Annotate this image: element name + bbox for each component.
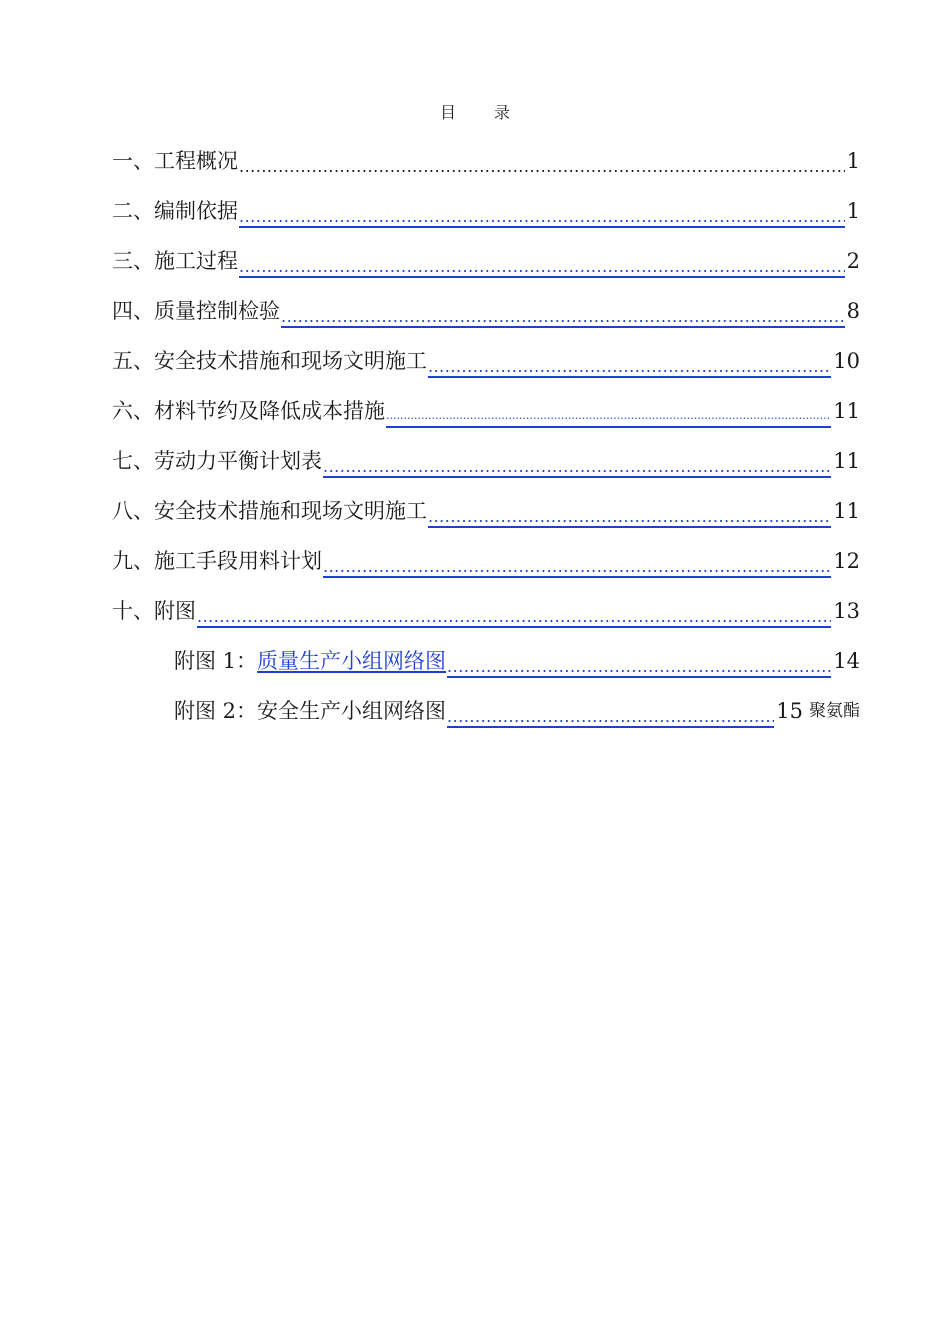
toc-entry-8[interactable] xyxy=(112,481,860,531)
toc-entry-page: 11 xyxy=(833,399,860,423)
toc-entry-page: 1 xyxy=(846,199,860,223)
toc-entry-label: 七、劳动力平衡计划表 xyxy=(112,449,322,473)
toc-leader-link[interactable] xyxy=(323,441,831,481)
toc-entry-5[interactable] xyxy=(112,331,860,381)
toc-entry-label-prefix: 附图 1： xyxy=(174,649,258,673)
toc-entry-label: 六、材料节约及降低成本措施 xyxy=(112,399,385,423)
toc-entry-label: 一、工程概况 xyxy=(112,149,238,173)
toc-title xyxy=(0,100,950,123)
toc-entry-hyperlink[interactable]: 质量生产小组网络图 xyxy=(257,649,447,673)
toc-entry-page: 10 xyxy=(833,349,860,373)
toc-entry-trailing-text: 聚氨酯 xyxy=(809,701,860,721)
toc-entry-6[interactable] xyxy=(112,381,860,431)
toc-leader-dots xyxy=(239,141,845,181)
toc-entry-page: 15 xyxy=(776,699,803,723)
toc-entry-label: 五、安全技术措施和现场文明施工 xyxy=(112,349,427,373)
toc-entry-label: 附图 2：安全生产小组网络图 xyxy=(174,699,447,723)
toc-leader-link[interactable] xyxy=(447,641,831,681)
toc-entry-3[interactable] xyxy=(112,231,860,281)
toc-leader-link[interactable] xyxy=(281,291,845,331)
toc-entry-appendix-1[interactable] xyxy=(112,631,860,681)
toc-entry-10[interactable] xyxy=(112,581,860,631)
toc-leader-link[interactable] xyxy=(386,391,831,431)
toc-leader-link[interactable] xyxy=(197,591,831,631)
toc-entry-label: 八、安全技术措施和现场文明施工 xyxy=(112,499,427,523)
toc-entry-label: 三、施工过程 xyxy=(112,249,238,273)
toc-title-right: 录 xyxy=(494,103,511,122)
toc-entry-4[interactable] xyxy=(112,281,860,331)
toc-entry-page: 2 xyxy=(846,249,860,273)
toc-leader-link[interactable] xyxy=(428,491,831,531)
toc-entry-1[interactable] xyxy=(112,131,860,181)
toc-entry-page: 11 xyxy=(833,449,860,473)
toc-entry-page: 14 xyxy=(833,649,860,673)
toc-entry-page: 8 xyxy=(846,299,860,323)
toc-leader-link[interactable] xyxy=(428,341,831,381)
toc-entry-2[interactable] xyxy=(112,181,860,231)
toc-entry-label: 二、编制依据 xyxy=(112,199,238,223)
toc-entry-page: 13 xyxy=(833,599,860,623)
toc-entry-label xyxy=(174,641,446,681)
toc-entry-label: 四、质量控制检验 xyxy=(112,299,280,323)
toc-leader-link[interactable] xyxy=(323,541,831,581)
toc-entry-label: 九、施工手段用料计划 xyxy=(112,549,322,573)
toc-entry-appendix-2[interactable] xyxy=(112,681,860,731)
table-of-contents xyxy=(112,131,860,731)
toc-entry-9[interactable] xyxy=(112,531,860,581)
toc-entry-label: 十、附图 xyxy=(112,599,196,623)
toc-title-left: 目 xyxy=(439,103,456,122)
toc-entry-7[interactable] xyxy=(112,431,860,481)
toc-entry-page: 1 xyxy=(846,149,860,173)
toc-entry-page: 11 xyxy=(833,499,860,523)
toc-leader-link[interactable] xyxy=(239,191,845,231)
toc-leader-link[interactable] xyxy=(447,691,774,731)
toc-entry-page: 12 xyxy=(833,549,860,573)
toc-leader-link[interactable] xyxy=(239,241,845,281)
